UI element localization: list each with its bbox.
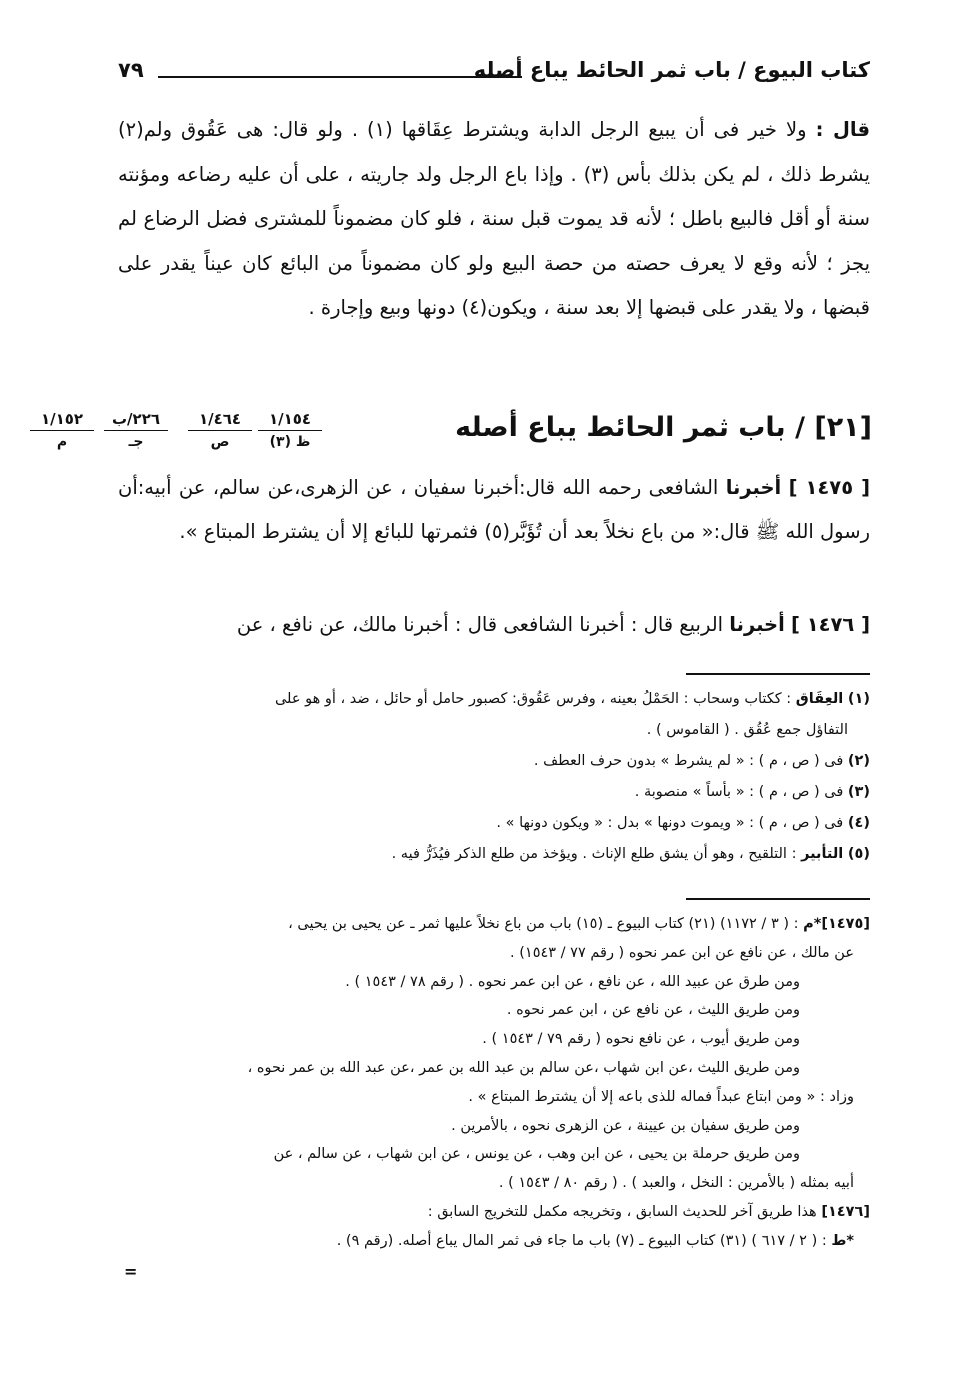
footnote-text: : التلقيح ، وهو أن يشق طلع الإناث . ويؤخذ من طلع الذكر فيُذَرُّ فيه .: [391, 846, 797, 862]
running-header: [118, 58, 870, 92]
manuscript-ref-siglum: م: [56, 434, 68, 450]
footnote: [118, 839, 870, 870]
main-paragraph: [118, 108, 870, 331]
takhrij-text: عن مالك ، عن نافع عن ابن عمر نحوه ( رقم ٧٧ / ١٥٤٣) .: [510, 944, 854, 961]
footnote-text: فى ( ص ، م ) : « بأساً » منصوبة .: [634, 784, 844, 800]
hadith-number: [ ١٤٧٥ ]: [788, 476, 871, 499]
takhrij-label: *ط: [831, 1232, 854, 1249]
footnote-text: : ككتاب وسحاب : الحَمْلُ بعينه ، وفرس عَقُوق: كصبور حامل أو حائل ، ضد ، أو هو على: [274, 691, 792, 707]
chapter-heading: [٢١] / باب ثمر الحائط يباع أصله: [455, 412, 872, 443]
footnote-term: العِقَاق: [795, 691, 844, 707]
takhrij-text: ومن طريق الليث ،عن ابن شهاب ،عن سالم بن عبد الله بن عمر ،عن عبد الله بن عمر نحوه ،: [247, 1059, 800, 1076]
takhrij-section: [118, 910, 870, 1256]
hadith-text: الشافعى رحمه الله قال:أخبرنا سفيان ، عن الزهرى،عن سالم، عن أبيه:أن رسول الله ﷺ قال:« من باع نخلاً بعد أن تُؤَبَّر(٥) فثمرتها للبائع إلا أن يشترط المبتاع ».: [118, 476, 870, 543]
manuscript-ref-folio: ١/١٥٢: [30, 410, 94, 431]
footnote: [118, 746, 870, 777]
footnote-number: (٥): [847, 846, 870, 862]
footnote-number: (٤): [847, 815, 870, 831]
takhrij-label: [١٤٧٥]*م: [803, 916, 870, 932]
footnote-text: فى ( ص ، م ) : « ويموت دونها » بدل : « ويكون دونها » .: [496, 815, 844, 831]
header-rule: [158, 76, 522, 78]
takhrij-line: [118, 1169, 870, 1198]
header-title: كتاب البيوع / باب ثمر الحائط يباع أصله: [473, 58, 870, 82]
takhrij-text: ومن طريق أيوب ، عن نافع نحوه ( رقم ٧٩ / ١٥٤٣ ) .: [482, 1031, 800, 1048]
takhrij-text: : ( ٣ / ١١٧٢) (٢١) كتاب البيوع ـ (١٥) باب من باع نخلاً عليها ثمر ـ عن يحيى بن يحيى ،: [288, 916, 799, 932]
footnote-text: التفاؤل جمع عُقُق . ( القاموس ) .: [646, 722, 848, 738]
hadith-lead: أخبرنا: [725, 476, 782, 499]
footnote-term: التأبير: [801, 846, 844, 862]
hadith-text: الربيع قال : أخبرنا الشافعى قال : أخبرنا مالك، عن نافع ، عن: [236, 613, 724, 636]
takhrij-line: [118, 1112, 870, 1141]
manuscript-ref: [104, 410, 168, 450]
takhrij-line: [118, 1227, 870, 1256]
takhrij-line: [118, 1025, 870, 1054]
manuscript-ref-folio: ٢٢٦/ب: [104, 410, 168, 431]
manuscript-ref-siglum: ظ (٣): [269, 434, 311, 450]
footnote-text: فى ( ص ، م ) : « لم يشرط » بدون حرف العطف .: [533, 753, 844, 769]
manuscript-ref: [188, 410, 252, 450]
takhrij-text: ومن طرق عن عبيد الله ، عن نافع ، عن ابن عمر نحوه . ( رقم ٧٨ / ١٥٤٣ ) .: [345, 973, 800, 990]
takhrij-text: هذا طريق آخر للحديث السابق ، وتخريجه مكمل للتخريج السابق :: [427, 1203, 817, 1220]
manuscript-ref: [30, 410, 94, 450]
footnote: [118, 808, 870, 839]
footnote-number: (٣): [847, 784, 870, 800]
takhrij-line: [118, 996, 870, 1025]
footnote-number: (١): [847, 691, 870, 707]
takhrij-text: ومن طريق سفيان بن عيينة ، عن الزهرى نحوه ، بالأمرين .: [451, 1117, 800, 1134]
hadith-1476: [118, 603, 870, 647]
footnote-number: (٢): [847, 753, 870, 769]
takhrij-text: : ( ٢ / ٦١٧ ) (٣١) كتاب البيوع ـ (٧) باب ما جاء فى ثمر المال يباع أصله. (رقم ٩) .: [336, 1232, 827, 1249]
footnotes: [118, 684, 870, 870]
hadith-lead: أخبرنا: [729, 613, 785, 636]
footnote-continuation: [118, 715, 870, 746]
takhrij-line: [118, 1083, 870, 1112]
manuscript-ref-folio: ١/١٥٤: [258, 410, 322, 431]
footnote: [118, 777, 870, 808]
continuation-mark: =: [124, 1262, 138, 1281]
takhrij-text: أبيه بمثله ( بالأمرين : النخل ، والعبد ) . ( رقم ٨٠ / ١٥٤٣ ) .: [498, 1175, 854, 1192]
takhrij-label: [١٤٧٦]: [821, 1203, 870, 1220]
speaker-label: قال :: [815, 118, 870, 141]
hadith-number: [ ١٤٧٦ ]: [790, 613, 870, 636]
hadith-1475: [118, 466, 870, 554]
manuscript-ref-folio: ١/٤٦٤: [188, 410, 252, 431]
takhrij-text: وزاد : « ومن ابتاع عبداً فماله للذى باعه إلا أن يشترط المبتاع » .: [468, 1088, 854, 1105]
takhrij-line: [118, 1054, 870, 1083]
footnote-separator: [686, 673, 870, 675]
takhrij-separator: [686, 898, 870, 900]
takhrij-line: [118, 1198, 870, 1227]
main-text-body: ولا خير فى أن يبيع الرجل الدابة ويشترط عِقَاقها (١) . ولو قال: هى عَقُوق ولم(٢) يشرط ذلك ، لم يكن بذلك بأس (٣) . وإذا باع الرجل ولد جاريته ، على أن عليه رضاعه ومؤنته سنة أو أقل فالبيع باطل ؛ لأنه قد يموت قبل سنة ، فلو كان مضموناً للمشترى فضل الرضاع لم يجز ؛ لأنه وقع لا يعرف حصته من حصة البيع ولو كان مضموناً من البائع كان عيناً يقدر على قبضها ، ولا يقدر على قبضها إلا بعد سنة ، ويكون(٤) دونها وبيع وإجارة .: [118, 118, 871, 319]
manuscript-ref: [258, 410, 322, 450]
manuscript-ref-siglum: جـ: [128, 434, 144, 450]
footnote: [118, 684, 870, 715]
takhrij-line: [118, 910, 870, 939]
takhrij-text: ومن طريق الليث ، عن نافع عن ، ابن عمر نحوه .: [506, 1002, 800, 1019]
page-number: ٧٩: [118, 58, 144, 82]
takhrij-text: ومن طريق حرملة بن يحيى ، عن ابن وهب ، عن يونس ، عن ابن شهاب ، عن سالم ، عن: [273, 1146, 800, 1163]
takhrij-line: [118, 968, 870, 997]
takhrij-line: [118, 1140, 870, 1169]
takhrij-line: [118, 939, 870, 968]
manuscript-ref-siglum: ص: [210, 434, 230, 450]
